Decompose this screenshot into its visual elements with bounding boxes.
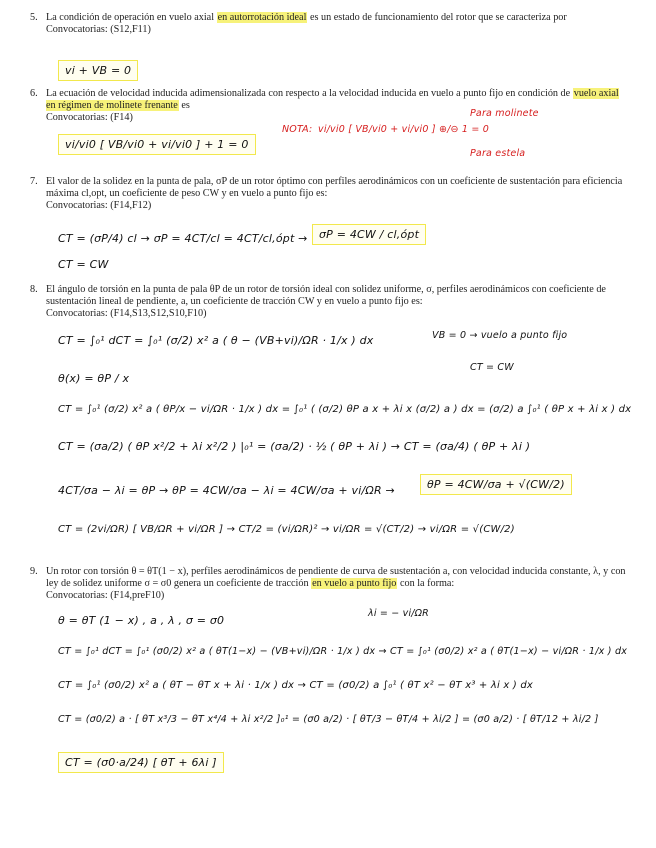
question-8 xyxy=(30,284,630,320)
question-6 xyxy=(30,88,630,124)
answer-box: vi + VB = 0 xyxy=(58,60,138,81)
handwritten-line: θ = θT (1 − x) , a , λ , σ = σ0 xyxy=(58,614,225,627)
highlight: vuelo axial en régimen de molinete frenante xyxy=(46,88,619,111)
question-5 xyxy=(30,12,630,36)
question-number: 5. xyxy=(30,12,38,23)
question-text: La ecuación de velocidad inducida adimensionalizada con respecto a la velocidad inducida en vuelo a punto fijo en condición de vuelo axial en régimen de molinete frenante es xyxy=(46,88,619,111)
answer-box: σP = 4CW / cl,ópt xyxy=(312,224,426,245)
question-text: El valor de la solidez en la punta de pala, σP de un rotor óptimo con perfiles aerodinámicos con un coeficiente de sustentación para eficiencia máxima cl,opt, un coeficiente de peso CW y en vuelo a punto fijo es: xyxy=(46,176,623,199)
question-number: 9. xyxy=(30,566,38,577)
nota-label: NOTA: xyxy=(282,124,313,135)
handwritten-line: CT = (σP/4) cl → σP = 4CT/cl = 4CT/cl,ópt → xyxy=(58,232,308,245)
question-number: 7. xyxy=(30,176,38,187)
nota-equation: vi/vi0 [ VB/vi0 + vi/vi0 ] ⊕/⊖ 1 = 0 xyxy=(318,124,489,135)
highlight: en autorrotación ideal xyxy=(217,12,307,23)
question-9 xyxy=(30,566,630,602)
handwritten-line: CT = (σa/2) ( θP x²/2 + λi x²/2 ) |₀¹ = (σa/2) · ½ ( θP + λi ) → CT = (σa/4) ( θP + λi ) xyxy=(58,440,531,453)
convocatorias: Convocatorias: (F14,S13,S12,S10,F10) xyxy=(46,308,207,319)
handwritten-line: θ(x) = θP / x xyxy=(58,372,130,385)
answer-box: CT = (σ0·a/24) [ θT + 6λi ] xyxy=(58,752,224,773)
question-number: 6. xyxy=(30,88,38,99)
question-number: 8. xyxy=(30,284,38,295)
question-7 xyxy=(30,176,630,212)
question-text: La condición de operación en vuelo axial en autorrotación ideal es un estado de funcionamiento del rotor que se caracteriza por xyxy=(46,12,567,23)
handwritten-line: 4CT/σa − λi = θP → θP = 4CW/σa − λi = 4CW/σa + vi/ΩR → xyxy=(58,484,395,497)
convocatorias: Convocatorias: (F14,preF10) xyxy=(46,590,165,601)
nota-minus-note: Para estela xyxy=(470,148,526,159)
highlight: en vuelo a punto fijo xyxy=(312,578,397,589)
question-text: Un rotor con torsión θ = θT(1 − x), perfiles aerodinámicos de pendiente de curva de sustentación a, con velocidad inducida constante, λ, y con ley de solidez uniforme σ = σ0 genera un coeficiente de tracción en vuelo a punto fijo con la forma: xyxy=(46,566,626,589)
answer-box: θP = 4CW/σa + √(CW/2) xyxy=(420,474,572,495)
handwritten-note: VB = 0 → vuelo a punto fijo xyxy=(432,330,568,341)
convocatorias: Convocatorias: (S12,F11) xyxy=(46,24,151,35)
handwritten-note: CT = CW xyxy=(470,362,514,373)
handwritten-line: CT = (σ0/2) a · [ θT x³/3 − θT x⁴/4 + λi x²/2 ]₀¹ = (σ0 a/2) · [ θT/3 − θT/4 + λi/2 ] = (σ0 a/2) · [ θT/12 + λi/2 ] xyxy=(58,714,599,725)
convocatorias: Convocatorias: (F14) xyxy=(46,112,133,123)
answer-box: vi/vi0 [ VB/vi0 + vi/vi0 ] + 1 = 0 xyxy=(58,134,256,155)
handwritten-line: CT = ∫₀¹ dCT = ∫₀¹ (σ0/2) x² a ( θT(1−x) − (VB+vi)/ΩR · 1/x ) dx → CT = ∫₀¹ (σ0/2) x² a ( θT(1−x) − vi/ΩR · 1/x ) dx xyxy=(58,646,628,657)
handwritten-line: CT = CW xyxy=(58,258,109,271)
handwritten-line: CT = ∫₀¹ (σ0/2) x² a ( θT − θT x + λi · 1/x ) dx → CT = (σ0/2) a ∫₀¹ ( θT x² − θT x³ + λi x ) dx xyxy=(58,680,533,691)
nota-plus-note: Para molinete xyxy=(470,108,539,119)
handwritten-note: λi = − vi/ΩR xyxy=(368,608,429,619)
handwritten-line: CT = ∫₀¹ dCT = ∫₀¹ (σ/2) x² a ( θ − (VB+vi)/ΩR · 1/x ) dx xyxy=(58,334,374,347)
handwritten-line: CT = (2vi/ΩR) [ VB/ΩR + vi/ΩR ] → CT/2 = (vi/ΩR)² → vi/ΩR = √(CT/2) → vi/ΩR = √(CW/2) xyxy=(58,524,515,535)
question-text: El ángulo de torsión en la punta de pala θP de un rotor de torsión ideal con solidez uniforme, σ, perfiles aerodinámicos con coeficiente de sustentación lineal de pendiente, a, un coeficiente de tracción CW y en vuelo a punto fijo es: xyxy=(46,284,606,307)
handwritten-line: CT = ∫₀¹ (σ/2) x² a ( θP/x − vi/ΩR · 1/x ) dx = ∫₀¹ ( (σ/2) θP a x + λi x (σ/2) a ) dx = (σ/2) a ∫₀¹ ( θP x + λi x ) dx xyxy=(58,404,632,415)
convocatorias: Convocatorias: (F14,F12) xyxy=(46,200,152,211)
